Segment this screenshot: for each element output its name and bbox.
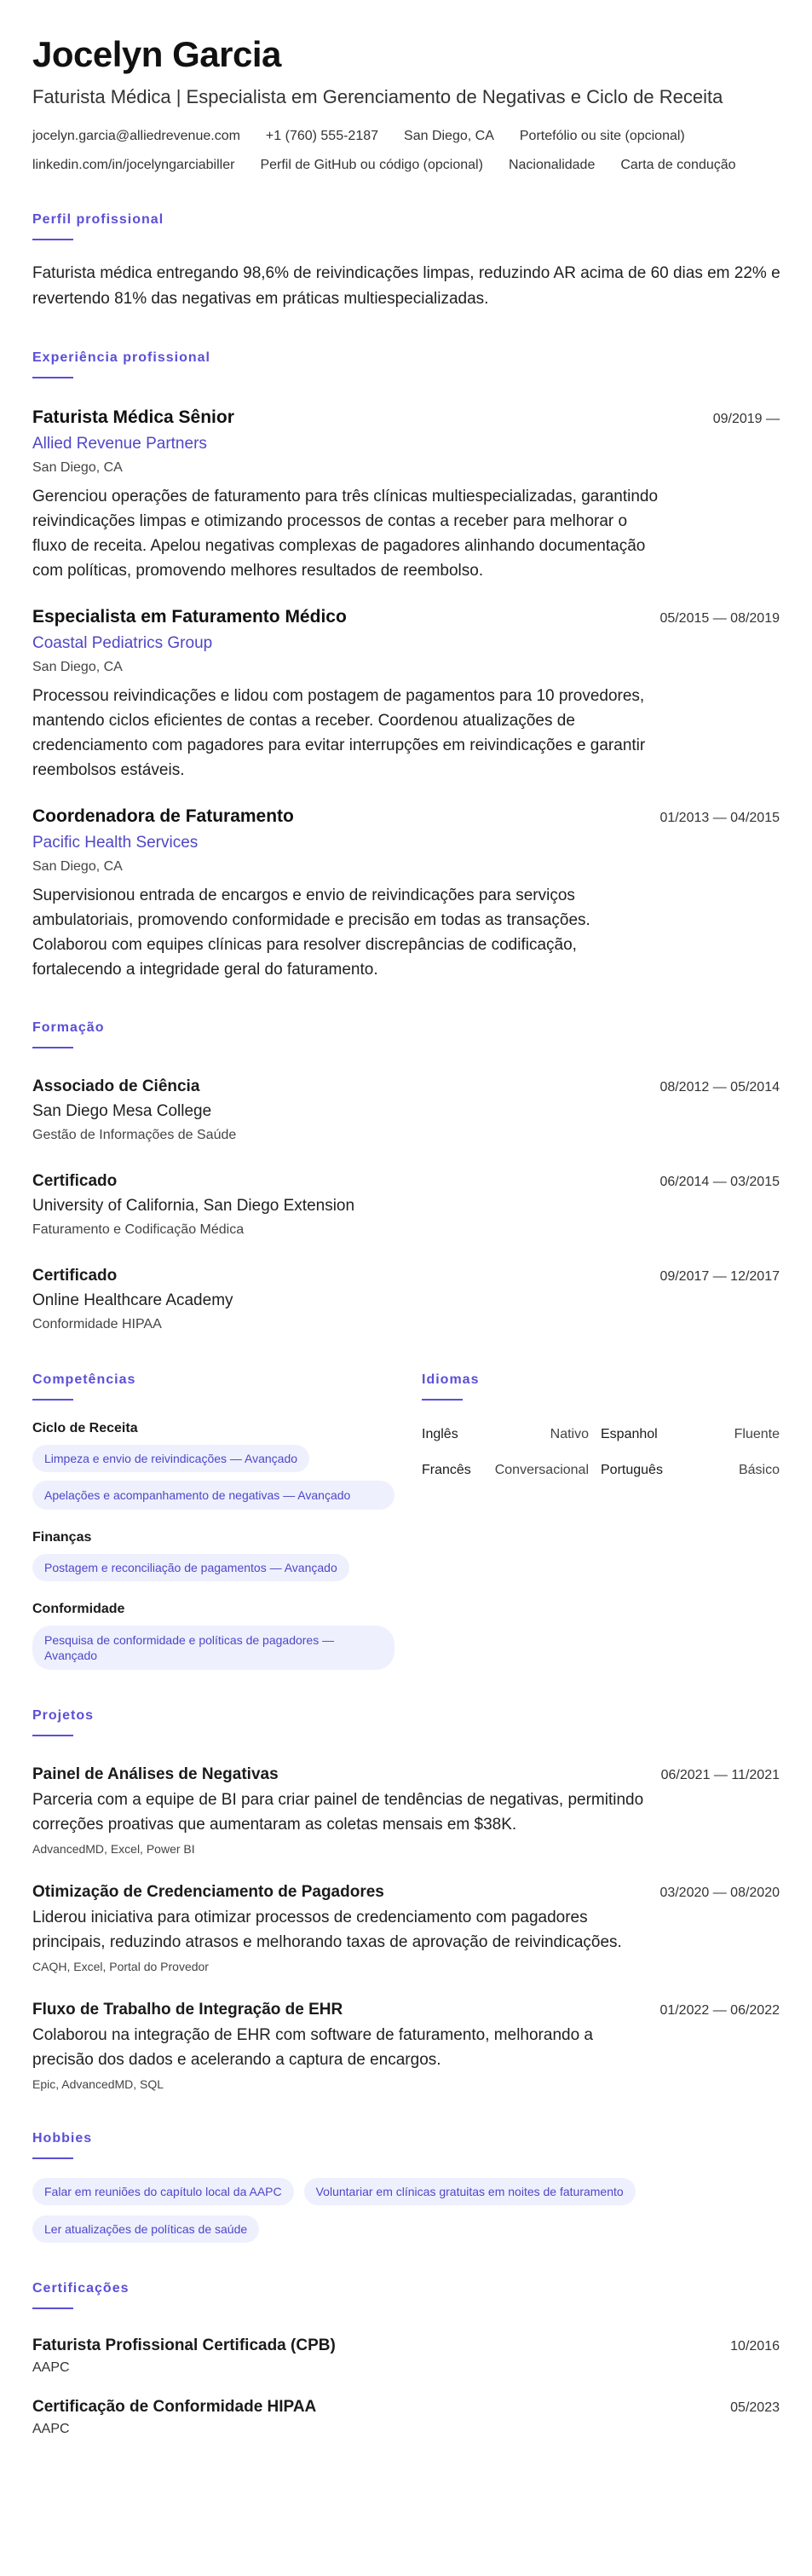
experience-section — [32, 349, 780, 982]
education-section — [32, 1019, 780, 1334]
project-name: Painel de Análises de Negativas — [32, 1765, 279, 1783]
project-description: Parceria com a equipe de BI para criar painel de tendências de negativas, permitindo correções proativas que aumentaram as coletas mensais em $38K. — [32, 1791, 644, 1834]
skill-tag: Limpeza e envio de reivindicações — Avançado — [32, 1445, 309, 1472]
education-dates: 06/2014 — 03/2015 — [659, 1175, 780, 1189]
hobbies-section — [32, 2130, 780, 2243]
section-divider — [32, 1735, 73, 1736]
education-entry — [32, 1265, 780, 1334]
job-location: San Diego, CA — [32, 859, 123, 874]
section-title: Hobbies — [32, 2131, 93, 2146]
section-divider — [32, 1047, 73, 1048]
project-description: Colaborou na integração de EHR com software de faturamento, melhorando a precisão dos dados e acelerando a captura de encargos. — [32, 2026, 593, 2069]
section-divider — [32, 2157, 73, 2159]
candidate-headline: Faturista Médica | Especialista em Gerenciamento de Negativas e Ciclo de Receita — [32, 86, 723, 107]
certification-entry — [32, 2396, 780, 2439]
project-name: Fluxo de Trabalho de Integração de EHR — [32, 2001, 343, 2019]
section-divider — [32, 1399, 73, 1401]
school-name: Online Healthcare Academy — [32, 1291, 233, 1309]
job-dates: 09/2019 — — [712, 412, 780, 426]
language-name: Espanhol — [601, 1427, 658, 1441]
project-entry — [32, 1999, 780, 2093]
section-divider — [32, 239, 73, 240]
project-description: Liderou iniciativa para otimizar processos de credenciamento com pagadores principais, reduzindo atrasos e melhorando taxas de aprovação de reivindicações. — [32, 1909, 622, 1951]
project-tools: Epic, AdvancedMD, SQL — [32, 2077, 164, 2091]
languages-section — [422, 1372, 780, 1670]
contact-phone[interactable]: +1 (760) 555-2187 — [265, 129, 379, 143]
project-dates: 03/2020 — 08/2020 — [659, 1886, 780, 1900]
education-dates: 08/2012 — 05/2014 — [659, 1080, 780, 1095]
school-name: San Diego Mesa College — [32, 1102, 212, 1120]
skill-tag: Postagem e reconciliação de pagamentos — Avançado — [32, 1554, 349, 1581]
certification-date: 10/2016 — [730, 2339, 780, 2354]
profile-section — [32, 211, 780, 312]
skill-group-name: Ciclo de Receita — [32, 1421, 138, 1435]
study-field: Conformidade HIPAA — [32, 1317, 162, 1331]
experience-entry — [32, 805, 780, 982]
resume-header — [32, 34, 780, 174]
section-title: Perfil profissional — [32, 212, 164, 227]
hobby-tag: Voluntariar em clínicas gratuitas em noites de faturamento — [304, 2178, 636, 2205]
candidate-name: Jocelyn Garcia — [32, 34, 281, 74]
job-location: San Diego, CA — [32, 460, 123, 475]
certifications-section — [32, 2280, 780, 2439]
job-dates: 01/2013 — 04/2015 — [659, 811, 780, 825]
certification-date: 05/2023 — [730, 2400, 780, 2415]
projects-section — [32, 1707, 780, 2093]
study-field: Faturamento e Codificação Médica — [32, 1222, 245, 1237]
contact-location: San Diego, CA — [404, 129, 494, 143]
skill-group — [32, 1600, 422, 1670]
language-name: Português — [601, 1463, 663, 1477]
language-item — [601, 1426, 780, 1443]
language-name: Francês — [422, 1463, 471, 1477]
education-dates: 09/2017 — 12/2017 — [659, 1269, 780, 1284]
language-level: Básico — [738, 1463, 780, 1477]
project-dates: 01/2022 — 06/2022 — [659, 2003, 780, 2018]
project-name: Otimização de Credenciamento de Pagadores — [32, 1883, 384, 1901]
job-description: Processou reivindicações e lidou com postagem de pagamentos para 10 provedores, mantendo ciclos eficientes de contas a receber. Coordenou atualizações de credenciamento com pagadores para evitar interrupções em reivindicações e garantir reembolsos estáveis. — [32, 687, 646, 779]
section-title: Idiomas — [422, 1372, 480, 1387]
education-entry — [32, 1076, 780, 1145]
experience-entry — [32, 406, 780, 583]
skills-section — [32, 1372, 422, 1670]
certification-name: Certificação de Conformidade HIPAA — [32, 2398, 317, 2416]
language-item — [422, 1426, 601, 1443]
project-entry — [32, 1881, 780, 1975]
project-tools: CAQH, Excel, Portal do Provedor — [32, 1960, 209, 1973]
contact-portfolio[interactable]: Portefólio ou site (opcional) — [519, 129, 685, 143]
hobby-tag: Ler atualizações de políticas de saúde — [32, 2215, 259, 2243]
section-divider — [422, 1399, 463, 1401]
school-name: University of California, San Diego Extension — [32, 1197, 355, 1215]
section-divider — [32, 2307, 73, 2309]
degree-name: Associado de Ciência — [32, 1077, 200, 1095]
contact-nationality: Nacionalidade — [508, 158, 596, 172]
section-title: Formação — [32, 1020, 105, 1035]
language-level: Nativo — [550, 1427, 589, 1441]
profile-summary: Faturista médica entregando 98,6% de reivindicações limpas, reduzindo AR acima de 60 dias em 22% e revertendo 81% das negativas em práticas multiespecializadas. — [32, 264, 780, 308]
degree-name: Certificado — [32, 1267, 118, 1285]
language-level: Fluente — [734, 1427, 780, 1441]
project-dates: 06/2021 — 11/2021 — [660, 1768, 780, 1782]
study-field: Gestão de Informações de Saúde — [32, 1128, 237, 1142]
section-title: Certificações — [32, 2281, 130, 2296]
company-name: Allied Revenue Partners — [32, 435, 207, 453]
language-name: Inglês — [422, 1427, 458, 1441]
contact-email[interactable]: jocelyn.garcia@alliedrevenue.com — [32, 129, 240, 143]
skill-group — [32, 1419, 422, 1510]
job-description: Supervisionou entrada de encargos e envio de reivindicações para serviços ambulatoriais, promovendo conformidade e precisão em todas as transações. Colaborou com equipes clínicas para resolver discrepâncias de codificação, fortalecendo a integridade geral do faturamento. — [32, 887, 590, 979]
hobby-tag: Falar em reuniões do capítulo local da AAPC — [32, 2178, 294, 2205]
company-name: Pacific Health Services — [32, 834, 199, 852]
section-title: Projetos — [32, 1708, 95, 1723]
degree-name: Certificado — [32, 1172, 118, 1190]
section-divider — [32, 377, 73, 378]
language-item — [601, 1462, 780, 1479]
job-dates: 05/2015 — 08/2019 — [659, 611, 780, 626]
experience-entry — [32, 605, 780, 783]
contact-driving-license: Carta de condução — [620, 158, 736, 172]
project-entry — [32, 1764, 780, 1857]
skills-languages-row — [32, 1372, 780, 1670]
certification-entry — [32, 2335, 780, 2377]
company-name: Coastal Pediatrics Group — [32, 634, 213, 652]
job-title: Especialista em Faturamento Médico — [32, 607, 347, 627]
section-title: Competências — [32, 1372, 136, 1387]
job-title: Coordenadora de Faturamento — [32, 806, 294, 826]
job-description: Gerenciou operações de faturamento para três clínicas multiespecializadas, garantindo reivindicações limpas e otimizando processos de contas a receber para melhorar o fluxo de receita. Apelou negativas complexas de pagadores alinhando documentação com políticas, promovendo melhores resultados de reembolso. — [32, 488, 659, 580]
education-entry — [32, 1170, 780, 1239]
contact-list — [32, 128, 780, 174]
contact-linkedin[interactable]: linkedin.com/in/jocelyngarciabiller — [32, 158, 235, 172]
certification-issuer: AAPC — [32, 2422, 70, 2436]
language-item — [422, 1462, 601, 1479]
certification-issuer: AAPC — [32, 2360, 70, 2375]
skill-tag: Apelações e acompanhamento de negativas — Avançado — [32, 1481, 394, 1510]
section-title: Experiência profissional — [32, 350, 210, 365]
skill-group-name: Finanças — [32, 1530, 92, 1545]
project-tools: AdvancedMD, Excel, Power BI — [32, 1842, 195, 1856]
job-title: Faturista Médica Sênior — [32, 407, 234, 427]
job-location: San Diego, CA — [32, 660, 123, 674]
contact-github[interactable]: Perfil de GitHub ou código (opcional) — [260, 158, 483, 172]
skill-group — [32, 1528, 422, 1581]
certification-name: Faturista Profissional Certificada (CPB) — [32, 2336, 336, 2354]
skill-tag: Pesquisa de conformidade e políticas de pagadores — Avançado — [32, 1626, 394, 1670]
skill-group-name: Conformidade — [32, 1602, 125, 1616]
language-level: Conversacional — [494, 1463, 589, 1477]
